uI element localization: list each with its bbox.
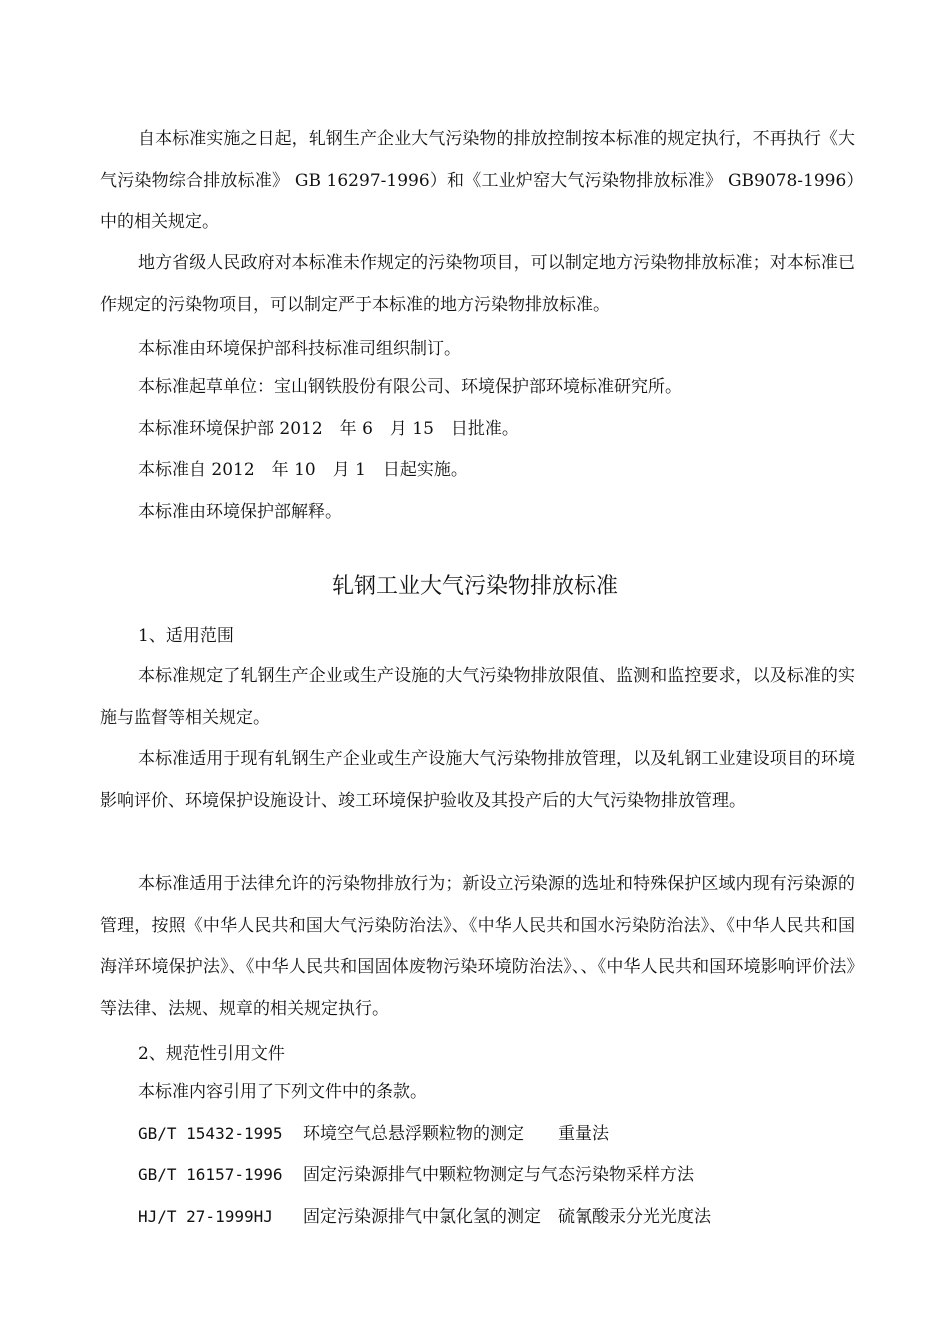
intro-paragraph-4: 本标准起草单位：宝山钢铁股份有限公司、环境保护部环境标准研究所。 [138,377,682,397]
intro-paragraph-2: 地方省级人民政府对本标准未作规定的污染物项目，可以制定地方污染物排放标准；对本标准已作规定的污染物项目，可以制定严于本标准的地方污染物排放标准。 [100,253,855,315]
section-1-paragraph-1: 本标准规定了轧钢生产企业或生产设施的大气污染物排放限值、监测和监控要求，以及标准的实施与监督等相关规定。 [100,666,855,728]
section-1-paragraph-3: 本标准适用于法律允许的污染物排放行为；新设立污染源的选址和特殊保护区域内现有污染源的管理，按照《中华人民共和国大气污染防治法》、《中华人民共和国水污染防治法》、《中华人民共和国海洋环境保护法》、《中华人民共和国固体废物污染环境防治法》、、《中华人民共和国环境影响评价法》等法律、法规、规章的相关规定执行。 [100,874,855,1019]
reference-item [138,1122,609,1146]
section-2-intro: 本标准内容引用了下列文件中的条款。 [138,1082,427,1102]
intro-paragraph-5: 本标准环境保护部 2012 年 6 月 15 日批准。 [138,419,519,439]
section-1-heading: 1、适用范围 [138,626,234,646]
intro-paragraph-1: 自本标准实施之日起，轧钢生产企业大气污染物的排放控制按本标准的规定执行，不再执行《大气污染物综合排放标准》 GB 16297-1996）和《工业炉窑大气污染物排放标准》 GB9078-1996）中的相关规定。 [100,129,855,232]
reference-code: HJ/T 27-1999HJ [138,1207,273,1226]
reference-title: 固定污染源排气中颗粒物测定与气态污染物采样方法 [303,1165,694,1185]
reference-title: 环境空气总悬浮颗粒物的测定 重量法 [303,1124,609,1144]
intro-paragraph-6: 本标准自 2012 年 10 月 1 日起实施。 [138,460,468,480]
reference-title: 固定污染源排气中氯化氢的测定 硫氰酸汞分光光度法 [303,1207,711,1227]
section-2-heading: 2、规范性引用文件 [138,1044,285,1064]
intro-paragraph-3: 本标准由环境保护部科技标准司组织制订。 [138,339,461,359]
reference-code: GB/T 16157-1996 [138,1165,283,1184]
reference-code: GB/T 15432-1995 [138,1124,283,1143]
section-1-paragraph-2: 本标准适用于现有轧钢生产企业或生产设施大气污染物排放管理，以及轧钢工业建设项目的环境影响评价、环境保护设施设计、竣工环境保护验收及其投产后的大气污染物排放管理。 [100,749,855,811]
reference-item [138,1205,711,1229]
reference-item [138,1163,694,1187]
intro-paragraph-7: 本标准由环境保护部解释。 [138,502,342,522]
document-title: 轧钢工业大气污染物排放标准 [331,574,618,599]
